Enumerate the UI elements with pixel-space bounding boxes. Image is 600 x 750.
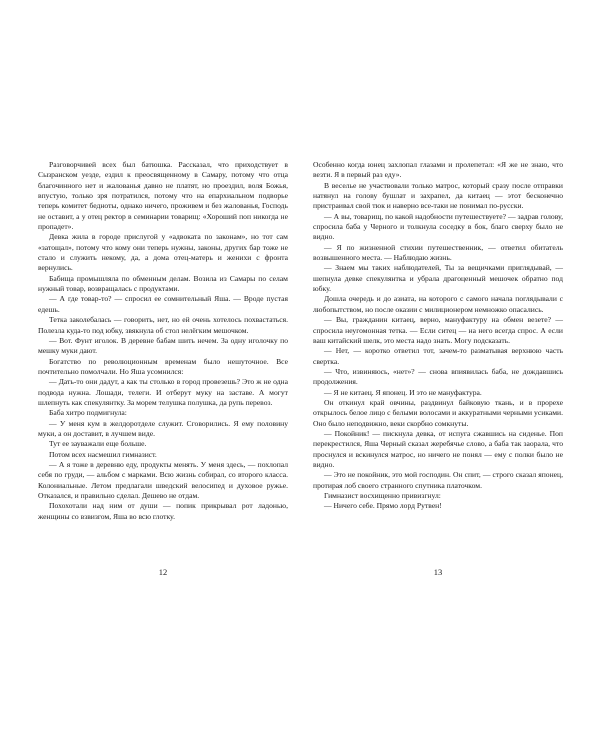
paragraph: — А вы, товарищ, по какой надобности путешествуете? — задрав голову, спросила баба у Черного и толкнула соседку в бок, благо сверху было не видно.: [313, 211, 563, 242]
right-page-number: 13: [433, 567, 443, 577]
left-page-number: 12: [158, 567, 168, 577]
paragraph: Тетка заколебалась — говорить, нет, но ей очень хотелось похвастаться. Полезла куда-то под юбку, звякнула об стол нелёгким мешочком.: [38, 315, 288, 335]
paragraph: — У меня кум в желдоротделе служит. Сговорились. Я ему половину муки, а он доставит, в лучшем виде.: [38, 418, 288, 438]
paragraph: Баба хитро подмигнула:: [49, 408, 127, 418]
paragraph: — Вы, гражданин китаец, верно, мануфактуру на обмен везете? — спросила неугомонная тетка. — Если ситец — на него всегда спрос. А если ваш китайский шелк, это места надо знать. Могу подсказать.: [313, 315, 563, 345]
paragraph: — Я не китаец. Я японец. И это не мануфактура.: [324, 387, 482, 397]
paragraph: В веселье не участвовали только матрос, который сразу после отправки натянул на голову бушлат и захрапел, да китаец — этот бесконечно пристраивал свой тюк и наверно все-таки не понимал по-русски.: [313, 180, 563, 211]
paragraph: Гимназист восхищенно привизгнул:: [324, 491, 441, 500]
paragraph: — Дать-то они дадут, а как ты столько в город провезешь? Это ж не одна подвода нужна. Лошади, телеги. И отберут муку на заставе. А могут шлепнуть как спекулянтку. За морем телушка полушка, да рупь перевоз.: [38, 377, 288, 407]
right-page: [313, 160, 563, 512]
paragraph: Бабища промышляла по обменным делам. Возила из Самары по селам нужный товар, возвращалась с продуктами.: [38, 273, 288, 294]
paragraph: Похохотали над ним от души — попик прикрывал рот ладонью, женщины со взвизгом, Яша во всю глотку.: [38, 501, 288, 521]
paragraph: Богатство по революционным временам было нешуточное. Все почтительно помолчали. Но Яша усомнился:: [38, 356, 288, 376]
paragraph: — А где товар-то? — спросил ее сомнительный Яша. — Вроде пустая едешь.: [38, 294, 288, 314]
paragraph: — Это не покойник, это мой господин. Он спит, — строго сказал японец, протирая лоб своего странного спутника платочком.: [313, 470, 563, 490]
paragraph: Разговорчивей всех был батюшка. Рассказал, что приходствует в Сызранском уезде, ездил к преосвященному в Самару, потому что отца благочинного нет и жалованья давно не платят, но проездил, воля Божья, впустую, только зря потратился, потому что на епархиальном подворье теперь комитет бедноты, однако ничего, проживем и без жалованья, Господь не оставит, а у отец ректор в семинарии товарищ: «Хороший поп никогда не пропадет».: [38, 160, 288, 232]
paragraph: — А я тоже в деревню еду, продукты менять. У меня здесь, — похлопал себя по груди, — альбом с марками. Всю жизнь собирал, со второго класса. Колониальные. Летом предлагали шведский велосипед и духовое ружье. Отказался, и правильно сделал. Дешево не отдам.: [38, 459, 288, 500]
paragraph: — Ничего себе. Прямо лорд Рутвен!: [324, 501, 442, 511]
paragraph: Потом всех насмешил гимназист.: [49, 449, 157, 459]
paragraph: Девка жила в городе прислугой у «адвоката по законам», но тот сам «затощал», потому что кому они теперь нужны, законы, других бар тоже не стало и служить некому, да, а дома отец-матерь и женихи с фронта вернулись.: [38, 232, 288, 273]
paragraph: Особенно когда юнец захлопал глазами и пролепетал: «Я же не знаю, что везти. Я в первый раз еду».: [313, 160, 563, 180]
paragraph: — Я по жизненной стихии путешественник, — ответил обитатель возвышенного места. — Наблюдаю жизнь.: [313, 242, 563, 263]
paragraph: — Знаем мы таких наблюдателей, Ты за вещичками приглядывай, — шепнула девке спекулянтка и убрала драгоценный мешочек обратно под юбку.: [313, 263, 563, 294]
paragraph: — Покойник! — пискнула девка, от испуга сжавшись на сиденье. Поп перекрестился, Яша Черный сказал жеребячье слово, а баба так заорала, что проснулся и вскинулся матрос, но ничего не понял — ему с полки было не видно.: [313, 428, 563, 469]
paragraph: — Что, извиняюсь, «нет»? — снова впиявилась баба, не дождавшись продолжения.: [313, 366, 563, 387]
paragraph: — Нет, — коротко ответил тот, зачем-то разматывая верхнюю часть свертка.: [313, 346, 563, 366]
paragraph: — Вот. Фунт иголок. В деревне бабам шить нечем. За одну иголочку по мешку муки дают.: [38, 335, 288, 356]
paragraph: Он откинул край овчины, раздвинул байковую ткань, и в прорехе открылось белое лицо с белыми волосами и аккуратными черными усиками. Оно было неподвижно, веки скорбно сомкнуты.: [313, 397, 563, 428]
left-page: [38, 160, 288, 522]
paragraph: Дошла очередь и до азиата, на которого с самого начала поглядывали с любопытством, но после оказии с милиционером немножко опасались.: [313, 294, 563, 314]
paragraph: Тут ее зауважали еще больше.: [49, 439, 147, 449]
